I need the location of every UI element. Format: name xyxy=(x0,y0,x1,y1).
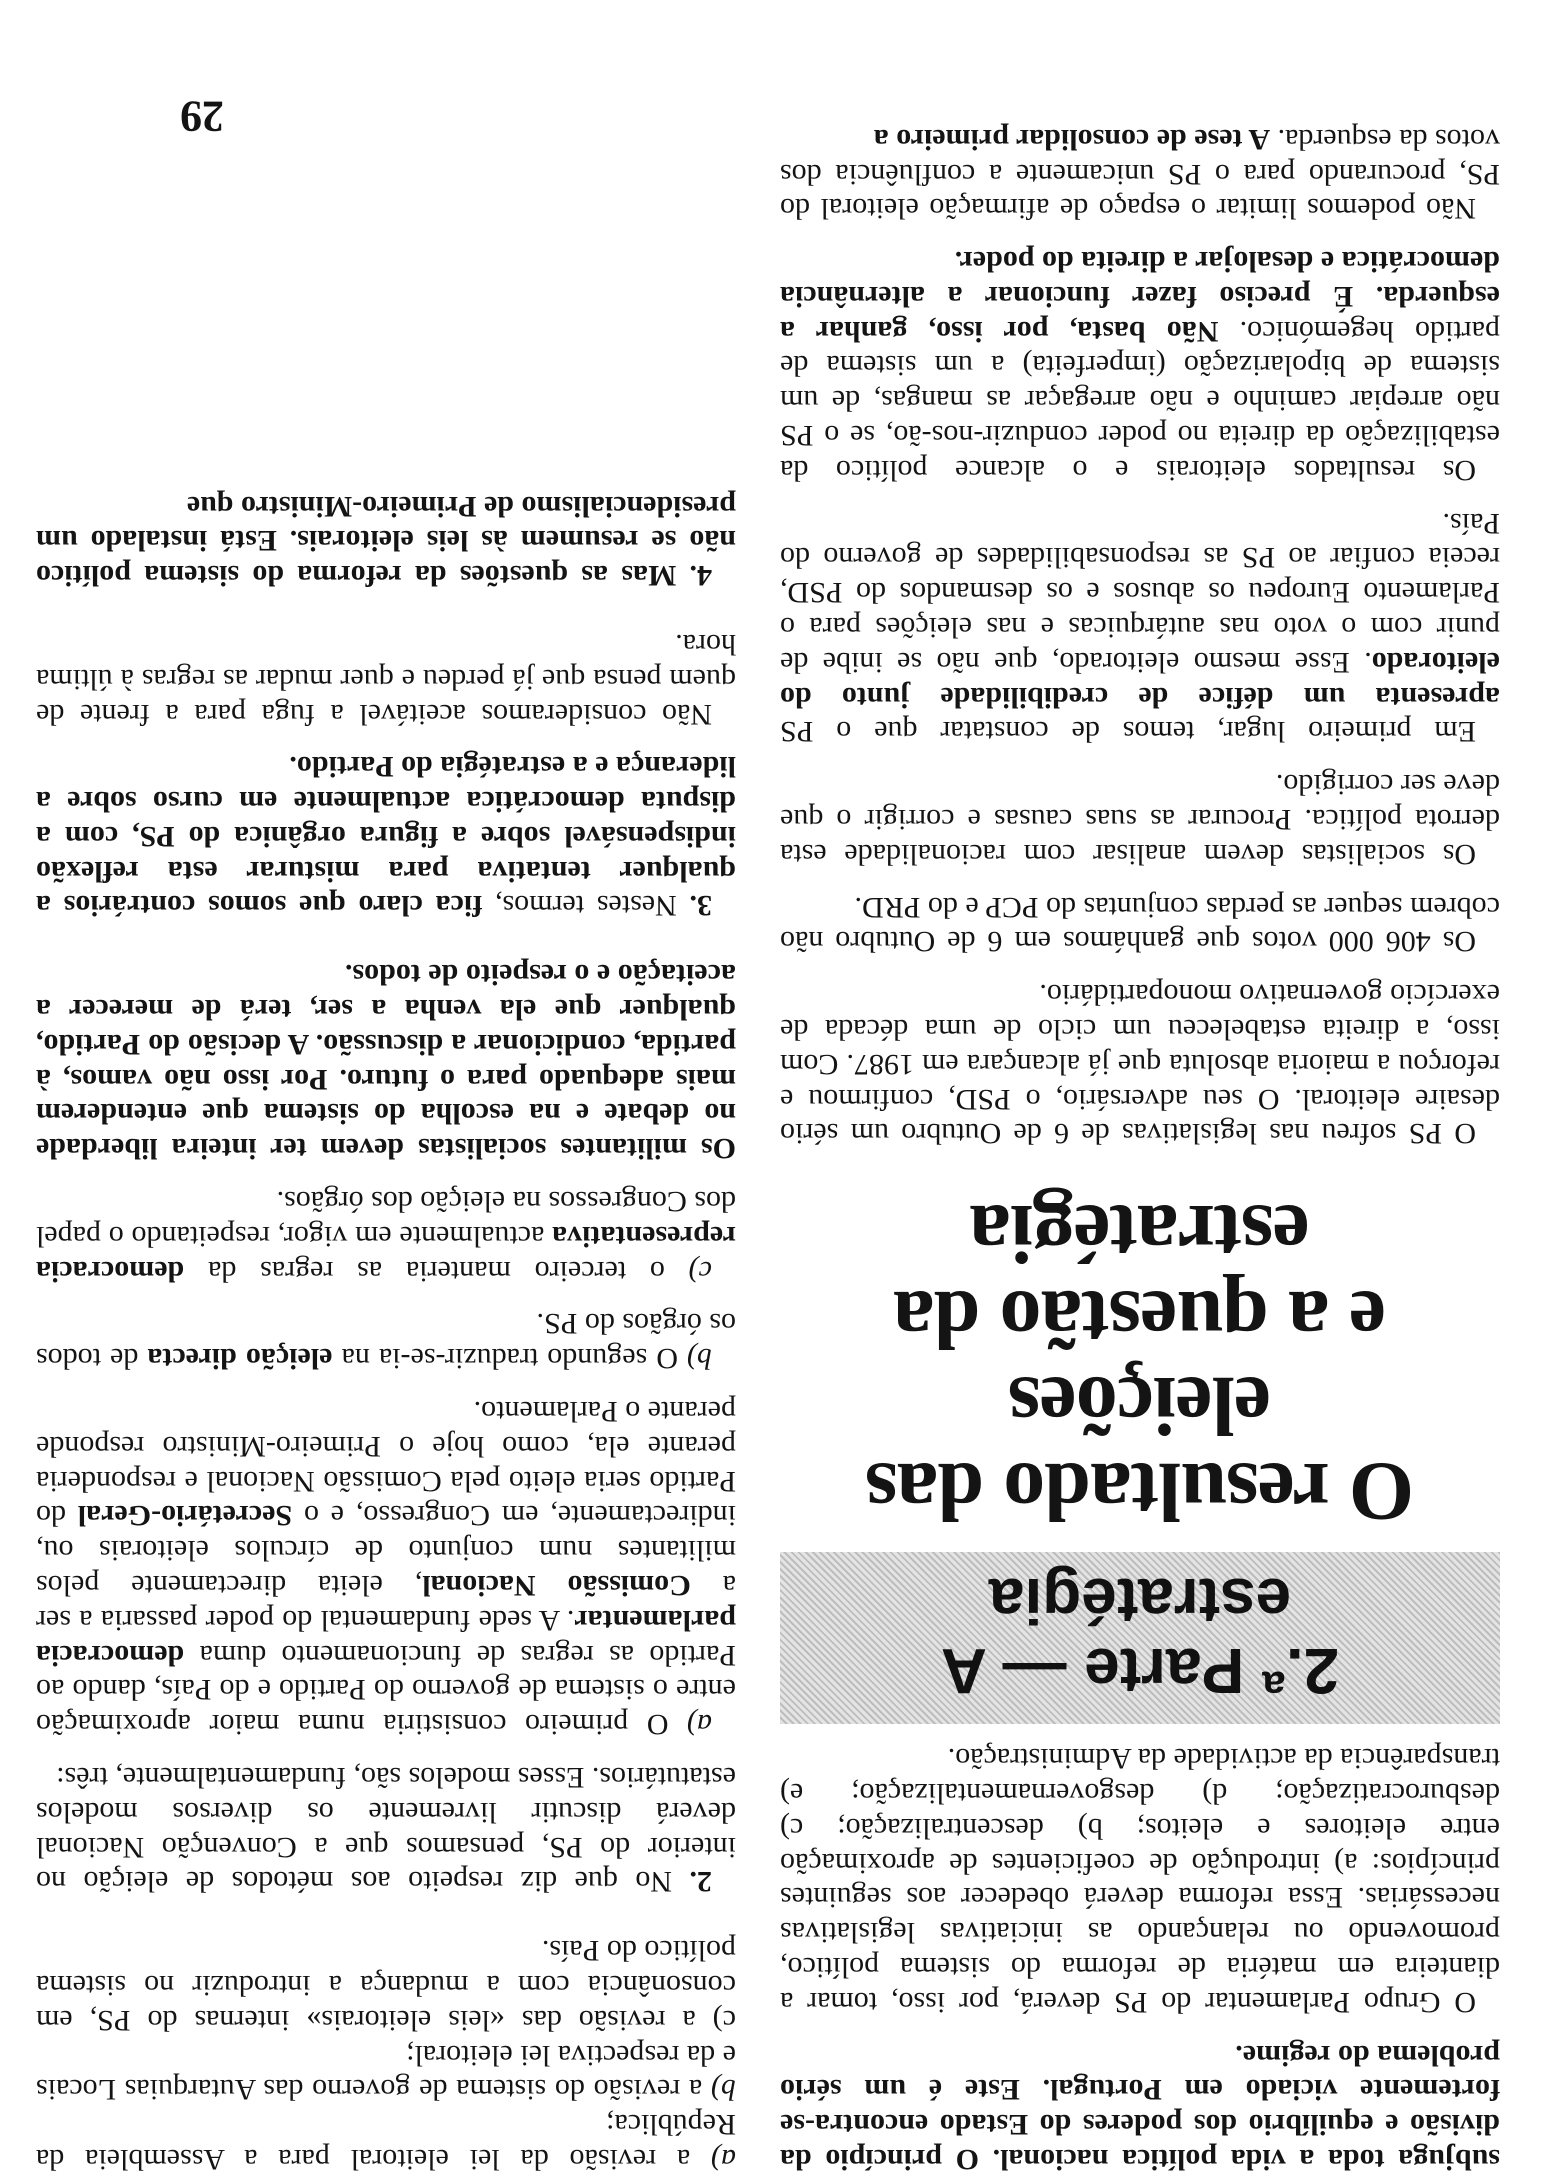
model-a-paragraph: a) O primeiro consistiria numa maior aproximação entre o sistema de governo do Partido e do País, dando ao Partido as regras de funcionamento duma democracia parlamentar. A sede fundamental do poder passaria a ser a Comissão Nacional, eleita directamente pelos militantes num conjunto de círculos eleitorais ou, indirectamente, em Congresso, e o Secretário-Geral do Partido seria eleito pela Comissão Nacional e responderia perante ela, como hoje o Primeiro-Ministro responde perante o Parlamento. xyxy=(36,1395,736,1742)
list-item-b: b) a revisão do sistema de governo das Autarquias Locais e da respectiva lei eleitoral; xyxy=(35,2038,736,2107)
left-column xyxy=(780,121,1500,2176)
section-4-paragraph: 4. Mas as questões da reforma do sistema político não se resumem às leis eleitorais. Está instalado um presidencialismo de Primeiro-Ministro que xyxy=(35,489,736,593)
nao-podemos-paragraph: Não podemos limitar o espaço de afirmação eleitoral do PS, procurando para o PS unicamente a confluência dos votos da esquerda. A tese de consolidar primeiro a xyxy=(780,122,1500,226)
section-2-paragraph: 2. No que diz respeito aos métodos de eleição no interior do PS, pensamos que a Convenção Nacional deverá discutir livremente os diversos modelos estatutários. Esses modelos são, fundamentalmente, três: xyxy=(35,1761,736,1899)
model-c-paragraph: c) o terceiro manteria as regras da democracia representativa actualmente em vigor, respeitando o papel dos Congressos na eleição dos órgãos. xyxy=(35,1185,736,1288)
list-item-a: a) a revisão da lei eleitoral para a Assembleia da República; xyxy=(35,2108,736,2176)
section-3-paragraph: 3. Nestes termos, fica claro que somos contrários a qualquer tentativa para misturar esta reflexão indispensável sobre a figura orgânica do PS, com a disputa democrática actualmente em curso sobre a liderança e a estratégia do Partido. xyxy=(36,750,736,923)
article-title-line-2: e a questão da estratégia xyxy=(893,1187,1387,1367)
votos-paragraph: Os 406 000 votos que ganhámos em 6 de Outubro não cobrem sequer as perdas conjuntas do PCP e do PRD. xyxy=(780,890,1500,959)
grupo-parlamentar-paragraph: O Grupo Parlamentar do PS deverá, por isso, tomar a dianteira em matéria de reforma do sistema político, promovendo ou relançando as iniciativas legislativas necessárias. Essa reforma deverá obedecer aos seguintes princípios: a) introdução de coeficientes de aproximação entre eleitores e eleitos; b) descentralização; c) desburocratização; d) desgovernamentalização; e) transparência da actividade da Administração. xyxy=(780,1742,1500,2019)
fuga-paragraph: Não consideramos aceitável a fuga para a frente de quem pensa que já perdeu e quer mudar as regras à última hora. xyxy=(36,627,736,731)
primeiro-lugar-paragraph: Em primeiro lugar, temos de constatar que o PS apresenta um défice de credibilidade junto do eleitorado. Esse mesmo eleitorado, que não se inibe de punir com o voto nas autárquicas e nas eleições para o Parlamento Europeu os abusos e os desmandos do PSD, receia confiar ao PS as responsabilidades de governo do País. xyxy=(780,506,1500,749)
section-heading: 2.ª Parte — A estratégia xyxy=(780,1552,1500,1724)
socialistas-paragraph: Os socialistas devem analisar com racionalidade esta derrota política. Procurar as suas causas e corrigir o que deve ser corrigido. xyxy=(780,768,1500,871)
militantes-paragraph: Os militantes socialistas devem ter inteira liberdade no debate e na escolha do sistema que entenderem mais adequado para o futuro. Por isso não vamos, à partida, condicionar a discussão. A decisão do Partido, qualquer que ela venha a ser, terá de merecer a aceitação e o respeito de todos. xyxy=(36,958,736,1166)
page-number: 29 xyxy=(180,92,224,141)
right-column xyxy=(36,488,736,2176)
resultados-paragraph: Os resultados eleitorais e o alcance político da estabilização da direita no poder conduzir-nos-ão, se o PS não arrepiar caminho e não arregaçar as mangas, de um sistema de bipolarização (imperfeita) a um sistema de partido hegemónico. Não basta, por isso, ganhar a esquerda. É preciso fazer funcionar a alternância democrática e desalojar a direita do poder. xyxy=(779,245,1500,487)
article-title xyxy=(780,1187,1500,1539)
article-title-line-1: O resultado das eleições xyxy=(865,1359,1415,1539)
list-item-c: c) a revisão das «leis eleitorais» internas do PS, em consonância com a mudança a introduzir no sistema político do País. xyxy=(36,1934,736,2037)
model-b-paragraph: b) O segundo traduzir-se-ia na eleição directa de todos os órgãos do PS. xyxy=(36,1307,736,1376)
subjuga-paragraph: subjuga toda a vida política nacional. O princípio da divisão e equilíbrio dos poderes do Estado encontra-se fortemente viciado em Portugal. Este é um sério problema do regime. xyxy=(780,2038,1500,2176)
ps-sofreu-paragraph: O PS sofreu nas legislativas de 6 de Outubro um sério desaire eleitoral. O seu adversário, o PSD, confirmou e reforçou a maioria absoluta que já alcançara em 1987. Com isso, a direita estabeleceu um ciclo de uma década de exercício governativo monopartidário. xyxy=(780,978,1500,1151)
